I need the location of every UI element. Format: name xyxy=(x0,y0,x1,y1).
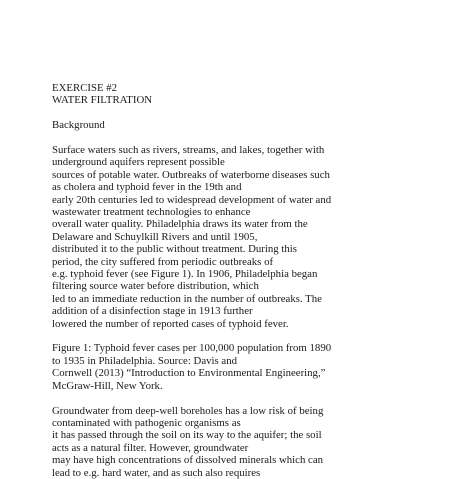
spacer xyxy=(52,107,447,119)
paragraph-line: may have high concentrations of dissolved minerals which can xyxy=(52,454,324,467)
paragraph-line: Delaware and Schuylkill Rivers and until 1905, xyxy=(52,230,258,243)
paragraph-line: filtering source water before distribution, which xyxy=(52,280,259,293)
paragraph-line: Surface waters such as rivers, streams, and lakes, together with xyxy=(52,144,325,156)
paragraph-line: it has passed through the soil on its way to the aquifer; the soil xyxy=(52,429,322,442)
paragraph-line: period, the city suffered from periodic outbreaks of xyxy=(52,255,274,268)
section-heading: Background xyxy=(52,119,105,132)
paragraph-line: lowered the number of reported cases of typhoid fever. xyxy=(52,317,289,330)
paragraph-line: distributed it to the public without treatment. During this xyxy=(52,243,297,256)
caption-line: Figure 1: Typhoid fever cases per 100,000 population from 1890 xyxy=(52,342,332,355)
paragraph-line: overall water quality. Philadelphia draws its water from the xyxy=(52,218,308,231)
paragraph-line: underground aquifers represent possible xyxy=(52,156,225,169)
paragraph-line: early 20th centuries led to widespread development of water and xyxy=(52,193,332,206)
paragraph-line: led to an immediate reduction in the number of outbreaks. The xyxy=(52,292,322,305)
figure-caption xyxy=(52,342,447,392)
spacer xyxy=(52,330,447,342)
paragraph-line: contaminated with pathogenic organisms as xyxy=(52,416,241,429)
spacer xyxy=(52,392,447,404)
caption-line: to 1935 in Philadelphia. Source: Davis and xyxy=(52,354,238,367)
exercise-title: EXERCISE #2 xyxy=(52,82,118,94)
paragraph-line: Groundwater from deep-well boreholes has a low risk of being xyxy=(52,404,324,417)
caption-line: McGraw-Hill, New York. xyxy=(52,379,163,392)
paragraph-line: sources of potable water. Outbreaks of waterborne diseases such xyxy=(52,168,330,181)
groundwater-paragraph xyxy=(52,405,447,479)
paragraph-line: lead to e.g. hard water, and as such also requires xyxy=(52,466,261,479)
background-paragraph xyxy=(52,144,447,330)
paragraph-line: wastewater treatment technologies to enhance xyxy=(52,206,251,219)
paragraph-line: as cholera and typhoid fever in the 19th and xyxy=(52,181,242,194)
caption-line: Cornwell (2013) “Introduction to Environmental Engineering,” xyxy=(52,367,326,380)
paragraph-line: e.g. typhoid fever (see Figure 1). In 1906, Philadelphia began xyxy=(52,268,318,281)
spacer xyxy=(52,132,447,144)
paragraph-line: acts as a natural filter. However, groundwater xyxy=(52,441,249,454)
exercise-subtitle: WATER FILTRATION xyxy=(52,94,153,107)
document-page xyxy=(52,82,447,479)
paragraph-line: addition of a disinfection stage in 1913 further xyxy=(52,305,253,318)
